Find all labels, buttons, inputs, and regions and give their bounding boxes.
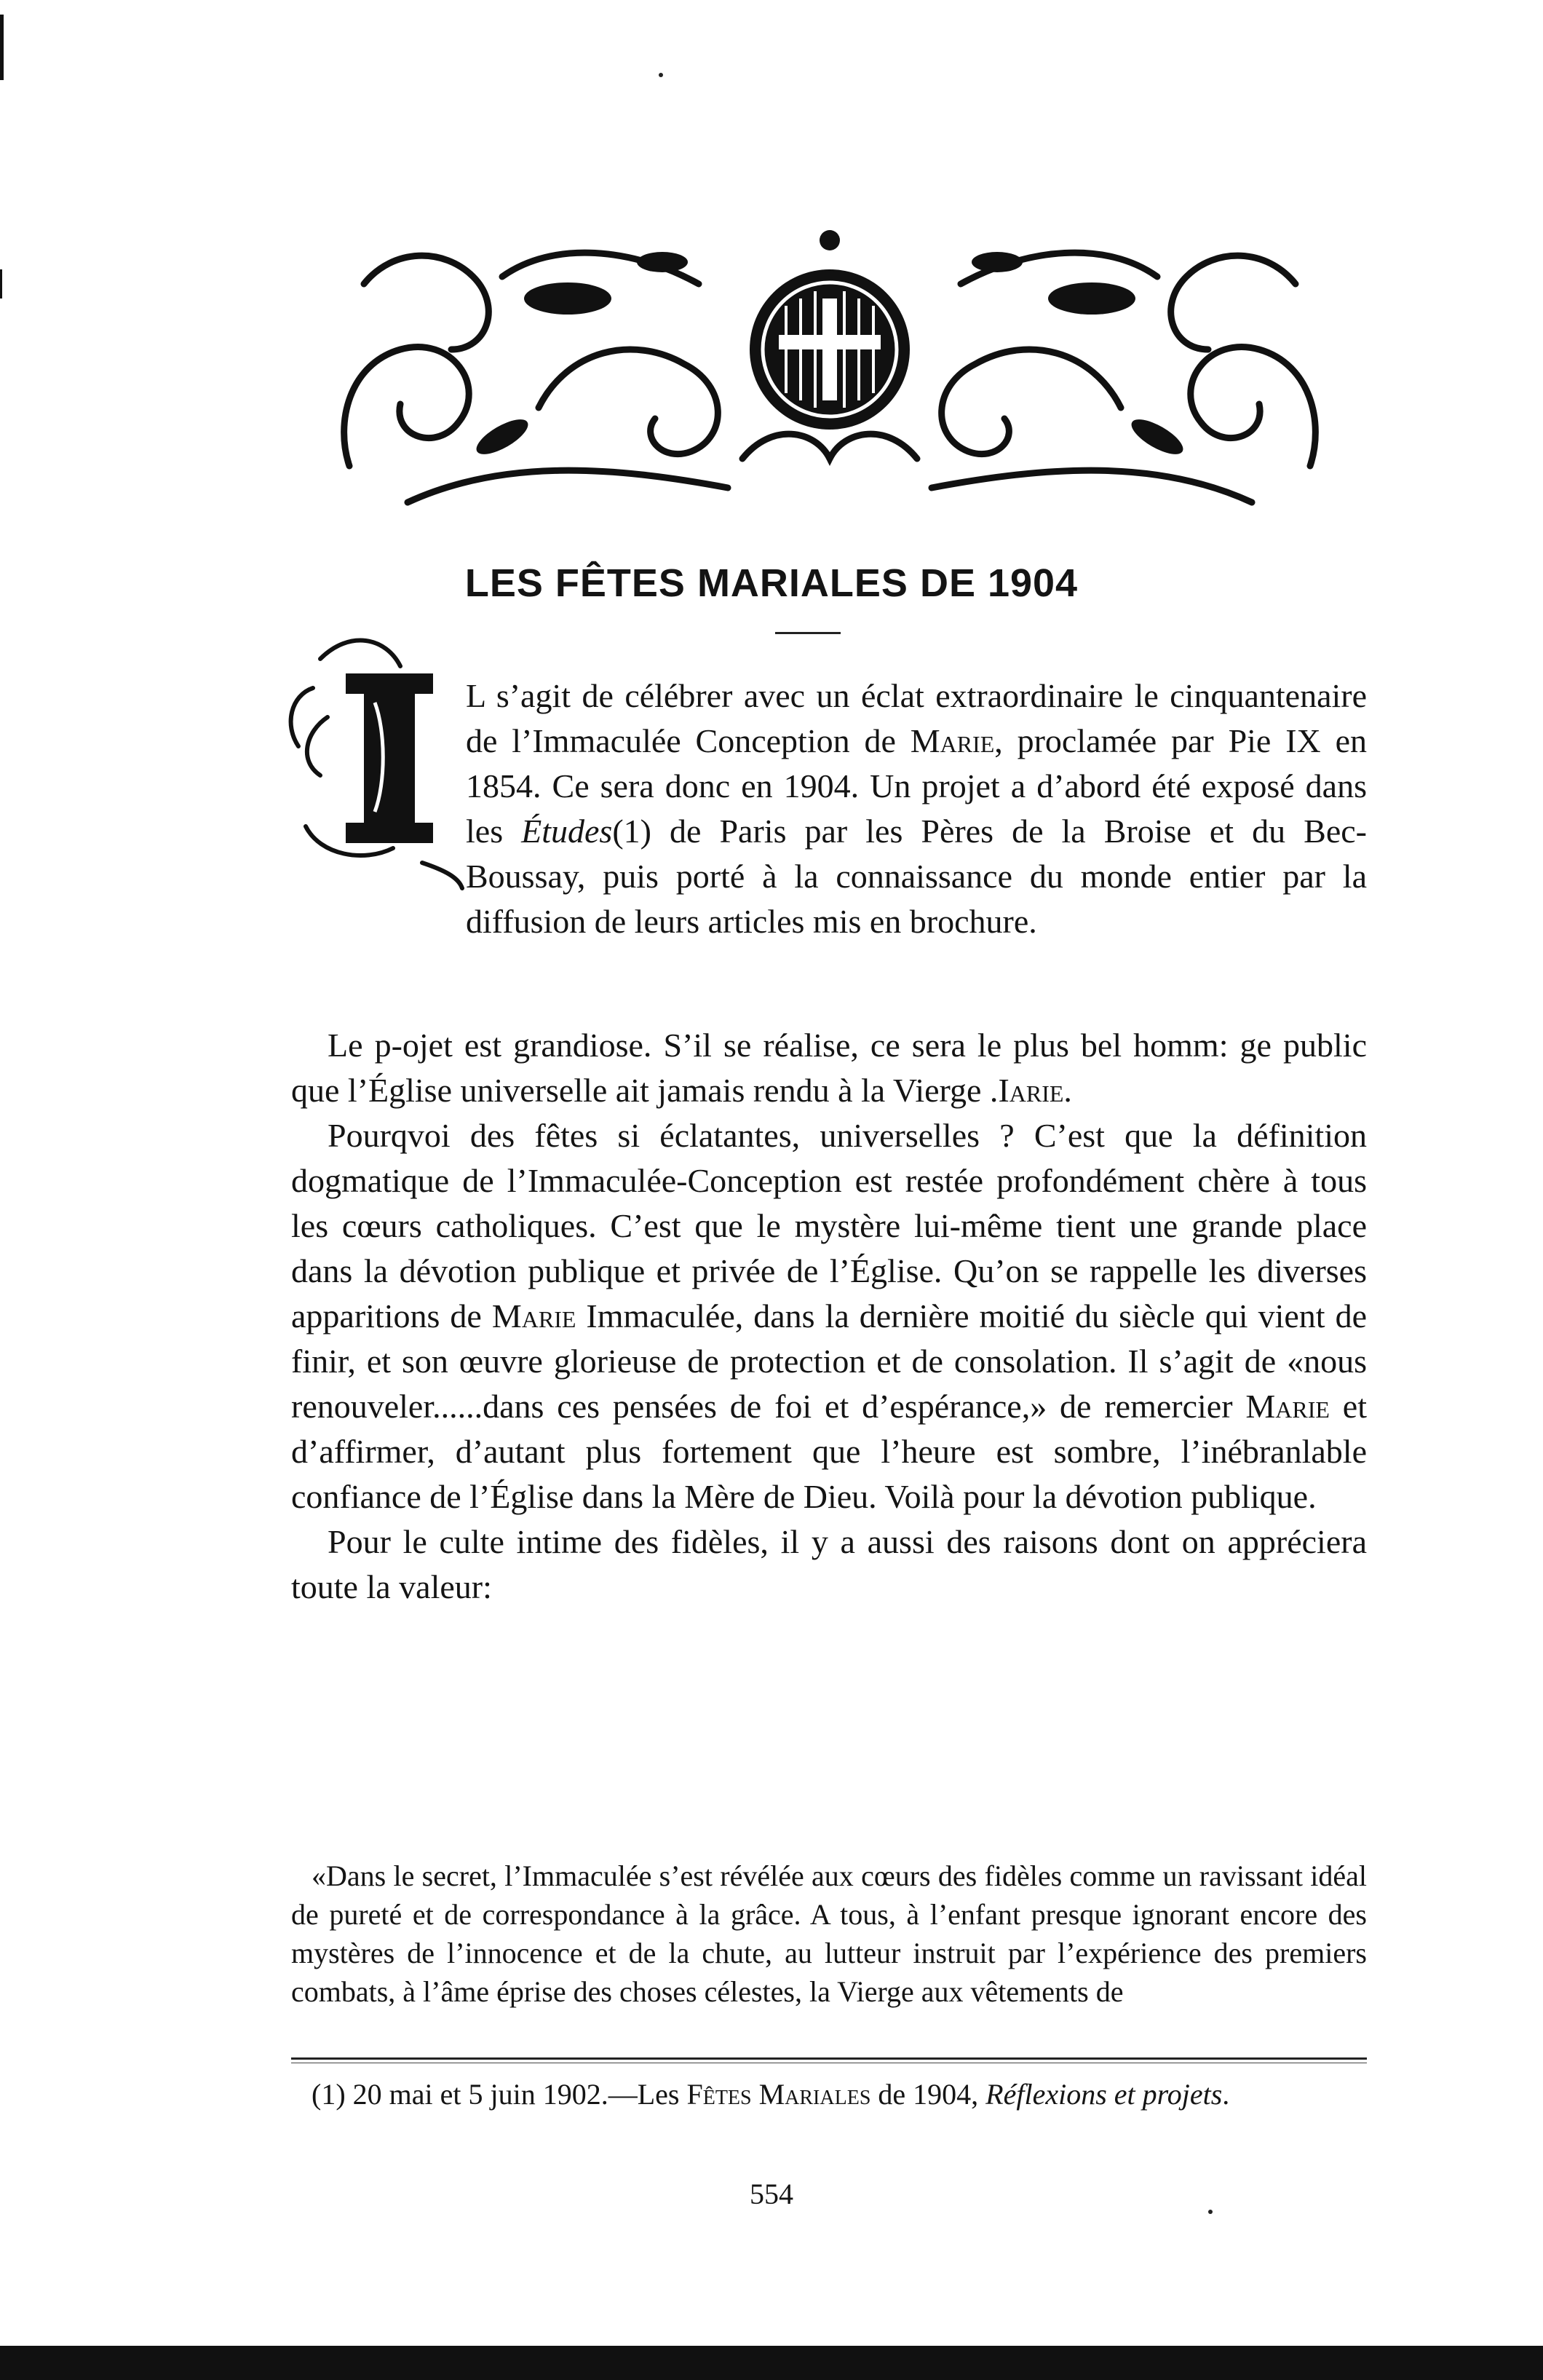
paragraph-text: L s’agit de célébrer avec un éclat extraordinaire le cinquantenaire de l’Immaculée Conception de [466,677,1367,759]
footnote-rule [291,2057,1367,2060]
scan-bottom-edge [0,2346,1543,2380]
footnote-text: . [1222,2078,1230,2111]
scan-edge-mark [0,269,2,299]
title-rule [775,632,841,634]
name-smallcaps: Marie [491,1297,576,1335]
paragraph-text: . [1063,1072,1072,1109]
decorative-headpiece-icon [320,218,1339,510]
dropcap-letter: I [389,764,390,765]
page-number: 554 [750,2178,793,2210]
paragraph-text: et d’affirmer, d’autant plus fortement que l’heure est sombre, l’inébranlable confiance de l’Église dans la Mère de Dieu. Voilà pour la dévotion publique. [291,1388,1367,1515]
body-paragraphs [291,1023,1367,1610]
paragraph-text: Pourqvoi des fêtes si éclatantes, universelles ? C’est que la définition dogmatique de l’Immaculée-Conception est restée profondément chère à tous les cœurs catholiques. C’est que le mystère lui-même tient une grande place dans la dévotion publique et privée de l’Église. Qu’on se rappelle les diverses apparitions de [291,1117,1367,1335]
paragraph-text: (1) de Paris par les Pères de la Broise et du Bec-Boussay, puis porté à la connaissance du monde entier par la diffusion de leurs articles mis en brochure. [466,813,1367,940]
footnote-text: de 1904, [870,2078,986,2111]
footnote-italic: Réflexions et projets [985,2078,1223,2111]
speck [659,73,663,77]
page-title: LES FÊTES MARIALES DE 1904 [464,561,1079,605]
first-paragraph [291,673,1367,944]
paragraph-text: , proclamée par Pie IX en 1854. Ce sera donc en 1904. Un projet a d’abord été exposé dans les [466,722,1367,850]
scan-edge-mark [0,15,4,80]
paragraph-text: Le p-ojet est grandiose. S’il se réalise, ce sera le plus bel homm: ge public que l’Église universelle ait jamais rendu à la Vierge . [291,1027,1367,1109]
name-smallcaps: Marie [910,722,995,759]
quotation [291,1857,1367,2011]
name-smallcaps: Marie [1245,1388,1330,1425]
footnote-text: (1) 20 mai et 5 juin 1902.—Les [312,2078,687,2111]
paragraph-text: Immaculée, dans la dernière moitié du siècle qui vient de finir, et son œuvre glorieuse de protection et de consolation. Il s’agit de «nous renouveler......dans ces pensées de foi et d’espérance,» de remercier [291,1297,1367,1425]
footnote-smallcaps: Fêtes Mariales [686,2078,871,2111]
paragraph-text: Pour le culte intime des fidèles, il y a aussi des raisons dont on appréciera toute la valeur: [291,1523,1367,1605]
footnote [291,2075,1367,2114]
quotation-text: «Dans le secret, l’Immaculée s’est révélée aux cœurs des fidèles comme un ravissant idéal de pureté et de correspondance à la grâce. A tous, à l’enfant presque ignorant encore des mystères de l’innocence et de la chute, au lutteur instruit par l’expérience des premiers combats, à l’âme éprise des choses célestes, la Vierge aux vêtements de [291,1859,1367,2008]
name-smallcaps: Iarie [998,1072,1064,1109]
journal-title: Études [521,813,613,850]
